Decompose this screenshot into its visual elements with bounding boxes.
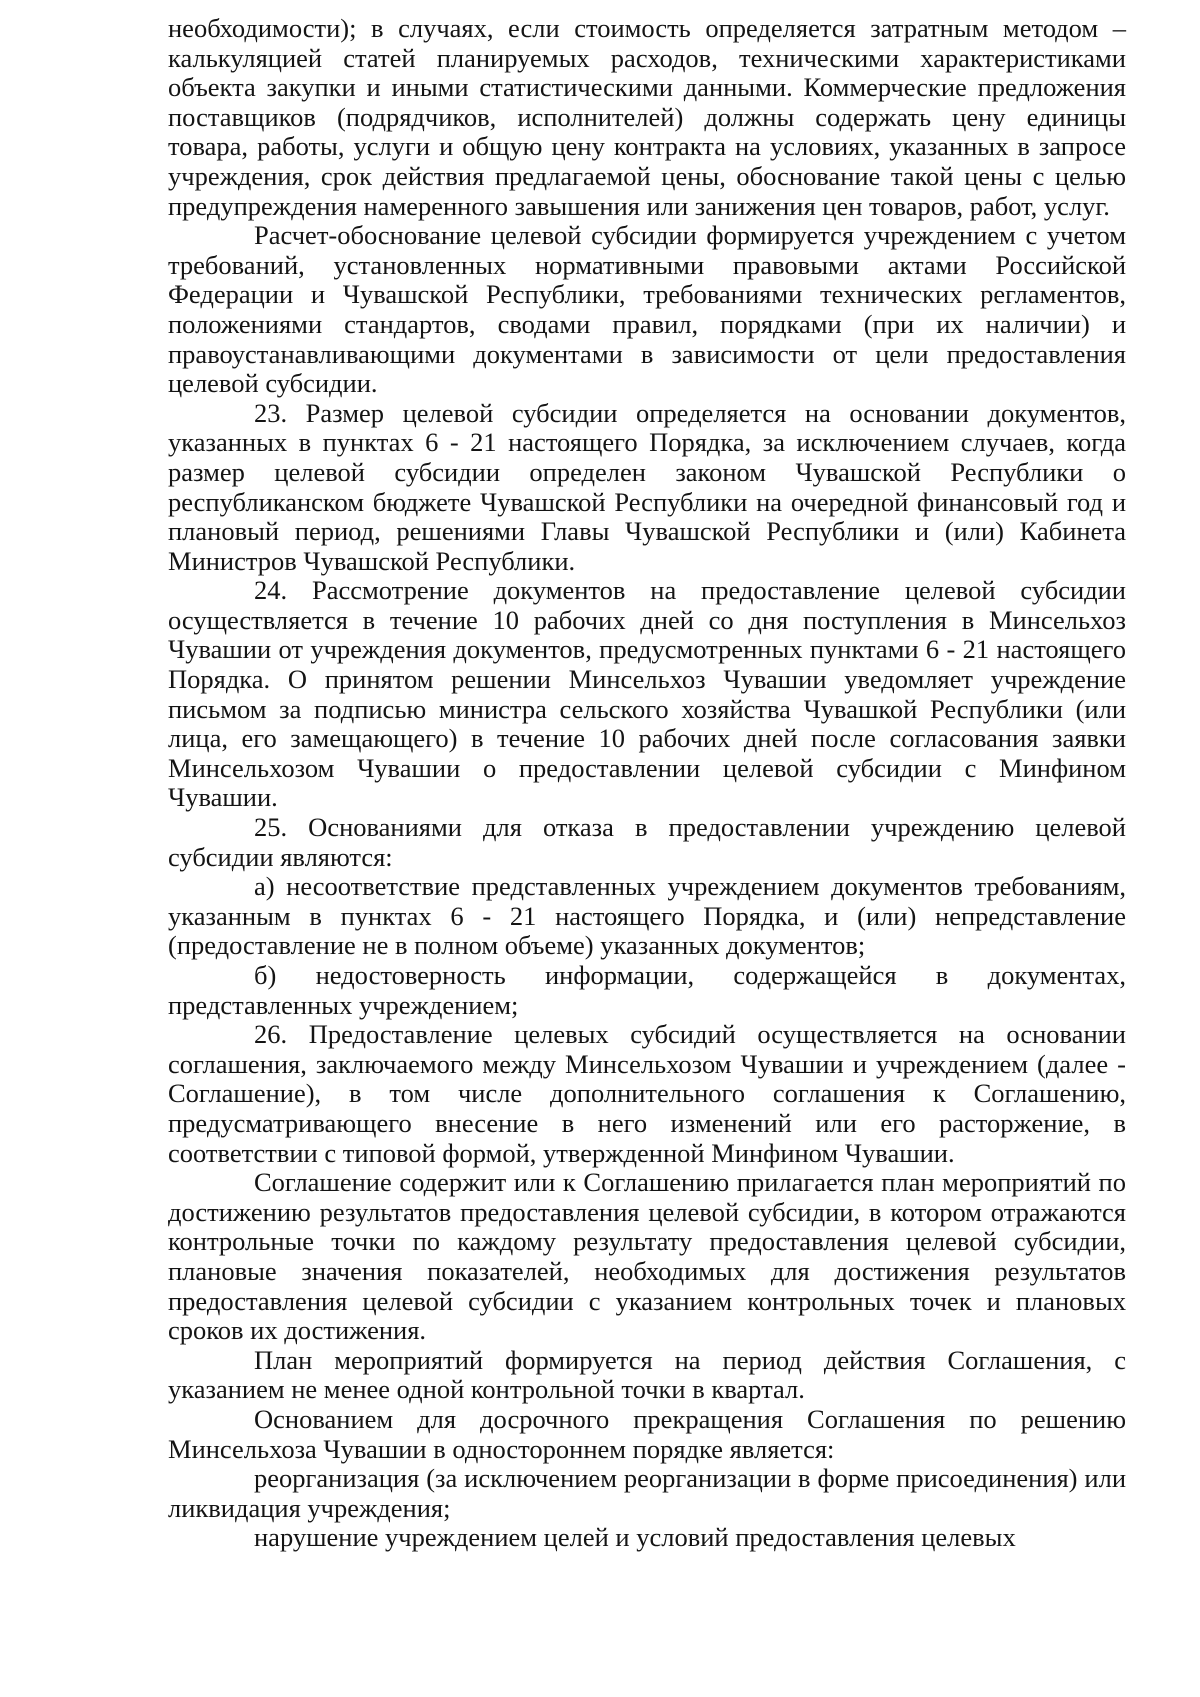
paragraph-item-24: 24. Рассмотрение документов на предоставление целевой субсидии осуществляется в течение 10 рабочих дней со дня поступления в Минсельхоз Чувашии от учреждения документов, предусмотренных пунктами 6 - 21 настоящего Порядка. О принятом решении Минсельхоз Чувашии уведомляет учреждение письмом за подписью министра сельского хозяйства Чувашкой Республики (или лица, его замещающего) в течение 10 рабочих дней после согласования заявки Минсельхозом Чувашии о предоставлении целевой субсидии с Минфином Чувашии.: [168, 575, 1126, 813]
paragraph-item-23: 23. Размер целевой субсидии определяется на основании документов, указанных в пунктах 6 - 21 настоящего Порядка, за исключением случаев, когда размер целевой субсидии определен законом Чувашской Республики о республиканском бюджете Чувашской Республики на очередной финансовый год и плановый период, решениями Главы Чувашской Республики и (или) Кабинета Министров Чувашской Республики.: [168, 397, 1126, 576]
paragraph-plan-period: План мероприятий формируется на период действия Соглашения, с указанием не менее одной контрольной точки в квартал.: [168, 1344, 1126, 1405]
paragraph-item-25b: б) недостоверность информации, содержащейся в документах, представленных учреждением;: [168, 960, 1126, 1020]
paragraph-item-26: 26. Предоставление целевых субсидий осуществляется на основании соглашения, заключаемого между Минсельхозом Чувашии и учреждением (далее - Соглашение), в том числе дополнительного соглашения к Соглашению, предусматривающего внесение в него изменений или его расторжение, в соответствии с типовой формой, утвержденной Минфином Чувашии.: [168, 1019, 1126, 1168]
paragraph-termination-grounds: Основанием для досрочного прекращения Соглашения по решению Минсельхоза Чувашии в одностороннем порядке является:: [168, 1403, 1126, 1464]
paragraph-item-25a: а) несоответствие представленных учреждением документов требованиям, указанным в пунктах 6 - 21 настоящего Порядка, и (или) непредставление (предоставление не в полном объеме) указанных документов;: [168, 871, 1126, 961]
paragraph-calculation-justification: Расчет-обоснование целевой субсидии формируется учреждением с учетом требований, установленных нормативными правовыми актами Российской Федерации и Чувашской Республики, требованиями технических регламентов, положениями стандартов, сводами правил, порядками (при их наличии) и правоустанавливающими документами в зависимости от цели предоставления целевой субсидии.: [168, 220, 1126, 399]
paragraph-item-25: 25. Основаниями для отказа в предоставлении учреждению целевой субсидии являются:: [168, 812, 1126, 872]
document-page: [168, 14, 1126, 1553]
paragraph-action-plan: Соглашение содержит или к Соглашению прилагается план мероприятий по достижению результатов предоставления целевой субсидии, в котором отражаются контрольные точки по каждому результату предоставления целевой субсидии, плановые значения показателей, необходимых для достижения результатов предоставления целевой субсидии с указанием контрольных точек и плановых сроков их достижения.: [168, 1167, 1126, 1346]
paragraph-continuation: необходимости); в случаях, если стоимость определяется затратным методом – калькуляцией статей планируемых расходов, техническими характеристиками объекта закупки и иными статистическими данными. Коммерческие предложения поставщиков (подрядчиков, исполнителей) должны содержать цену единицы товара, работы, услуги и общую цену контракта на условиях, указанных в запросе учреждения, срок действия предлагаемой цены, обоснование такой цены с целью предупреждения намеренного завышения или занижения цен товаров, работ, услуг.: [168, 13, 1126, 221]
paragraph-reorganization: реорганизация (за исключением реорганизации в форме присоединения) или ликвидация учреждения;: [168, 1463, 1126, 1523]
paragraph-violation: нарушение учреждением целей и условий предоставления целевых: [254, 1522, 1016, 1553]
